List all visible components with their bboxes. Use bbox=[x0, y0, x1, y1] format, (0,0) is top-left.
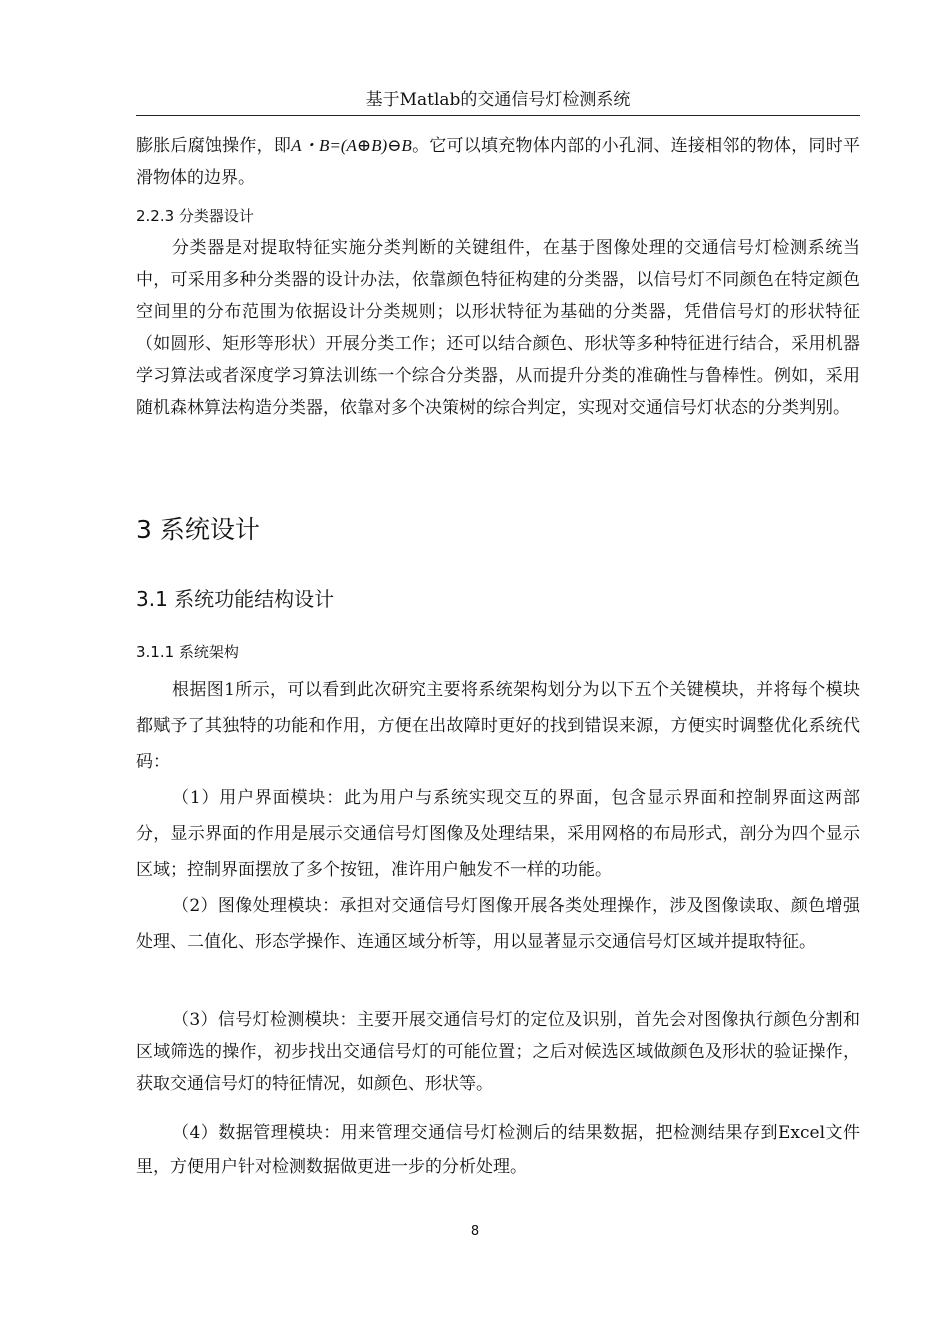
intro-suffix: 。它可以填充物体内部的小孔洞、连接相邻的物体，同时平滑物体的边界。 bbox=[136, 136, 860, 188]
heading-3-1: 3.1 系统功能结构设计 bbox=[136, 587, 335, 611]
intro-paragraph bbox=[136, 130, 860, 194]
architecture-intro-paragraph: 根据图1所示，可以看到此次研究主要将系统架构划分为以下五个关键模块，并将每个模块都赋予了其独特的功能和作用，方便在出故障时更好的找到错误来源，方便实时调整优化系统代码： bbox=[136, 680, 860, 772]
chapter-3-heading: 3 系统设计 bbox=[136, 515, 260, 544]
list-item-image-processing-module: （2）图像处理模块：承担对交通信号灯图像开展各类处理操作，涉及图像读取、颜色增强处理、二值化、形态学操作、连通区域分析等，用以显著显示交通信号灯区域并提取特征。 bbox=[136, 896, 860, 952]
list-item-detection-module: （3）信号灯检测模块：主要开展交通信号灯的定位及识别，首先会对图像执行颜色分割和区域筛选的操作，初步找出交通信号灯的可能位置；之后对候选区域做颜色及形状的验证操作，获取交通信号灯的特征情况，如颜色、形状等。 bbox=[136, 1010, 860, 1094]
intro-prefix: 膨胀后腐蚀操作，即 bbox=[136, 136, 292, 156]
header-rule bbox=[136, 115, 860, 116]
heading-2-2-3: 2.2.3 分类器设计 bbox=[136, 207, 254, 225]
list-item-ui-module: （1）用户界面模块：此为用户与系统实现交互的界面，包含显示界面和控制界面这两部分，显示界面的作用是展示交通信号灯图像及处理结果，采用网格的布局形式，剖分为四个显示区域；控制界面摆放了多个按钮，准许用户触发不一样的功能。 bbox=[136, 788, 860, 880]
list-item-data-management-module: （4）数据管理模块：用来管理交通信号灯检测后的结果数据，把检测结果存到Excel文件里，方便用户针对检测数据做更进一步的分析处理。 bbox=[136, 1123, 860, 1177]
page-number: 8 bbox=[470, 1224, 480, 1239]
classifier-paragraph: 分类器是对提取特征实施分类判断的关键组件，在基于图像处理的交通信号灯检测系统当中，可采用多种分类器的设计办法，依靠颜色特征构建的分类器，以信号灯不同颜色在特定颜色空间里的分布范围为依据设计分类规则；以形状特征为基础的分类器，凭借信号灯的形状特征（如圆形、矩形等形状）开展分类工作；还可以结合颜色、形状等多种特征进行结合，采用机器学习算法或者深度学习算法训练一个综合分类器，从而提升分类的准确性与鲁棒性。例如，采用随机森林算法构造分类器，依靠对多个决策树的综合判定，实现对交通信号灯状态的分类判别。 bbox=[136, 238, 860, 418]
closing-formula: A・B=(A⊕B)⊖B bbox=[291, 136, 412, 155]
running-header: 基于Matlab的交通信号灯检测系统 bbox=[365, 90, 631, 110]
heading-3-1-1: 3.1.1 系统架构 bbox=[136, 643, 239, 661]
